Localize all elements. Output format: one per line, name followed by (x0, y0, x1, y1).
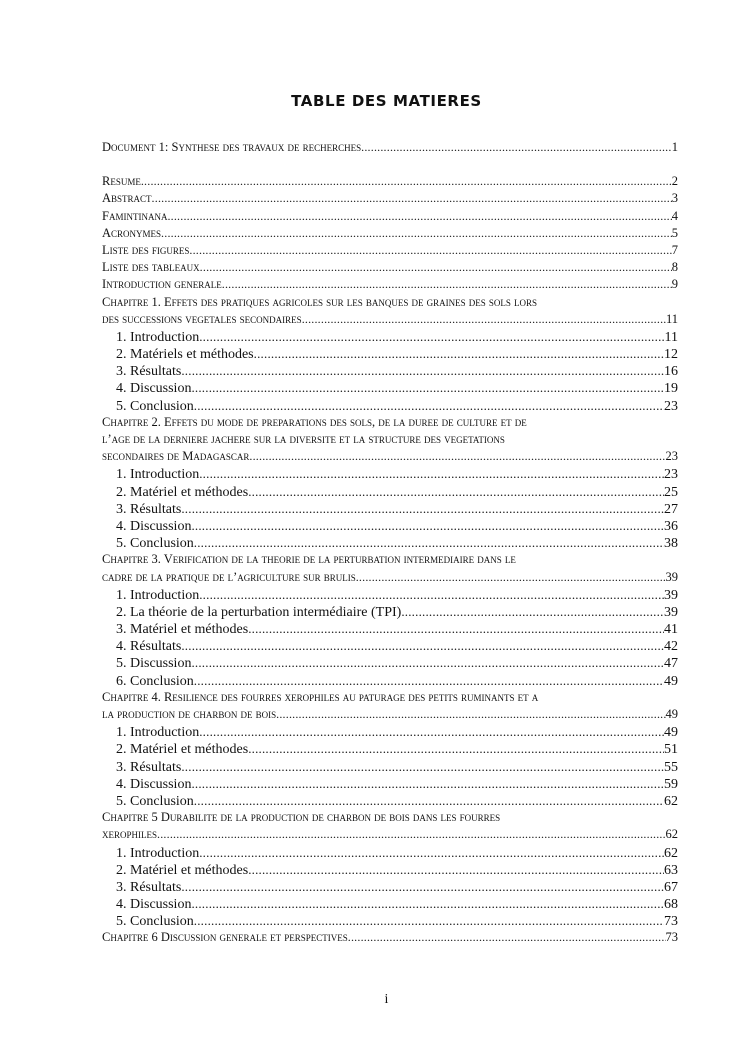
dot-leader (191, 895, 664, 912)
toc-entry-page: 42 (664, 639, 678, 655)
dot-leader (189, 242, 671, 259)
toc-entry-front-matter[interactable] (102, 242, 678, 259)
dot-leader (200, 259, 672, 276)
toc-section-entry[interactable] (102, 483, 678, 500)
dot-leader (248, 620, 664, 637)
dot-leader (157, 826, 665, 843)
dot-leader (348, 929, 666, 946)
dot-leader (191, 517, 664, 534)
chapter-5-entry[interactable] (102, 826, 678, 843)
toc-entry-label: 2. La théorie de la perturbation intermédiaire (TPI) (116, 604, 402, 620)
dot-leader (356, 569, 666, 586)
toc-entry-label: 4. Discussion (116, 897, 192, 913)
dot-leader (276, 706, 665, 723)
table-of-contents (102, 139, 678, 947)
toc-entry-label: 4. Discussion (116, 518, 192, 534)
toc-section-entry[interactable] (102, 740, 678, 757)
toc-entry-label: 2. Matériel et méthodes (116, 862, 249, 878)
dot-leader (199, 328, 664, 345)
toc-entry-page: 59 (664, 776, 678, 792)
toc-entry-label: 5. Discussion (116, 656, 192, 672)
dot-leader (191, 775, 664, 792)
toc-entry-page: 49 (664, 725, 678, 741)
toc-entry-label: 1. Introduction (116, 587, 200, 603)
toc-entry-page: 39 (664, 604, 678, 620)
toc-entry-label: 5. Conclusion (116, 398, 194, 414)
toc-entry-page: 73 (664, 914, 678, 930)
toc-section-entry[interactable] (102, 654, 678, 671)
dot-leader (199, 723, 664, 740)
toc-section-entry[interactable] (102, 500, 678, 517)
chapter-6-title: Chapitre 6 Discussion generale et perspectives (102, 930, 348, 945)
toc-section-entry[interactable] (102, 620, 678, 637)
chapter-2-title-line-2[interactable]: l’age de la derniere jachere sur la diversite et la structure des vegetations (102, 432, 505, 446)
toc-entry-label: 1. Introduction (116, 329, 200, 345)
dot-leader (248, 740, 664, 757)
toc-entry-label: 4. Discussion (116, 381, 192, 397)
dot-leader (194, 534, 664, 551)
toc-entry-page: 27 (664, 501, 678, 517)
dot-leader (361, 139, 672, 156)
dot-leader (181, 362, 664, 379)
chapter-2-entry[interactable] (102, 448, 678, 465)
toc-entry-front-matter[interactable] (102, 259, 678, 276)
toc-section-entry[interactable] (102, 861, 678, 878)
dot-leader (222, 276, 672, 293)
toc-entry-page: 36 (664, 518, 678, 534)
toc-entry-label: 3. Résultats (116, 879, 182, 895)
chapter-1-entry[interactable] (102, 311, 678, 328)
toc-entry-page: 41 (664, 622, 678, 638)
toc-entry-label: 5. Conclusion (116, 793, 194, 809)
toc-entry-label: 2. Matériel et méthodes (116, 742, 249, 758)
chapter-1-title-line[interactable]: Chapitre 1. Effets des pratiques agricoles sur les banques de graines des sols lors (102, 294, 538, 309)
chapter-4-title-end: la production de charbon de bois (102, 707, 277, 721)
toc-entry-label: 6. Conclusion (116, 673, 194, 689)
dot-leader (181, 878, 664, 895)
toc-section-entry[interactable] (102, 465, 678, 482)
toc-entry-page: 16 (664, 364, 678, 380)
toc-section-entry[interactable] (102, 379, 678, 396)
toc-entry-label: Liste des tableaux (102, 260, 200, 275)
toc-section-entry[interactable] (102, 345, 678, 362)
chapter-3-title-end: cadre de la pratique de l’agriculture sur brulis (102, 569, 356, 584)
dot-leader (249, 448, 665, 465)
dot-leader (194, 792, 664, 809)
chapter-4-entry[interactable] (102, 706, 678, 723)
chapter-5-title-end: xerophiles (102, 827, 158, 842)
toc-entry-label: 3. Résultats (116, 501, 182, 517)
toc-entry-page: 47 (664, 656, 678, 672)
dot-leader (167, 208, 671, 225)
toc-entry-label: 1. Introduction (116, 845, 200, 861)
toc-entry-page: 39 (664, 587, 678, 603)
toc-entry-front-matter[interactable] (102, 190, 678, 207)
toc-entry-page: 23 (664, 398, 678, 414)
toc-section-entry[interactable] (102, 534, 678, 551)
toc-section-entry[interactable] (102, 792, 678, 809)
toc-entry-label: 3. Matériel et méthodes (116, 622, 249, 638)
page-number: i (384, 992, 389, 1007)
toc-entry-page: 23 (665, 449, 678, 464)
dot-leader (401, 603, 664, 620)
toc-entry-page: 5 (671, 225, 678, 240)
dot-leader (181, 637, 664, 654)
toc-entry-page: 67 (664, 879, 678, 895)
toc-entry-page: 11 (665, 311, 678, 326)
dot-leader (152, 190, 672, 207)
chapter-5-title-line[interactable]: Chapitre 5 Durabilite de la production de charbon de bois dans les fourres (102, 810, 501, 825)
toc-entry-page: 2 (671, 174, 678, 189)
toc-entry-front-matter[interactable] (102, 208, 678, 225)
dot-leader (141, 173, 672, 190)
toc-entry-page: 68 (664, 897, 678, 913)
dot-leader (199, 844, 664, 861)
chapter-6-entry[interactable] (102, 929, 678, 946)
toc-entry-label: Famintinana (102, 208, 168, 223)
toc-entry-page: 25 (664, 484, 678, 500)
chapter-1-sections (102, 328, 678, 414)
chapter-2-title-end: secondaires de Madagascar (102, 449, 250, 464)
spacer (102, 156, 678, 173)
toc-section-entry[interactable] (102, 637, 678, 654)
toc-section-entry[interactable] (102, 895, 678, 912)
toc-entry-page: 55 (664, 759, 678, 775)
dot-leader (191, 379, 664, 396)
dot-leader (248, 483, 664, 500)
dot-leader (302, 311, 666, 328)
toc-section-entry[interactable] (102, 328, 678, 345)
toc-entry-page: 11 (664, 329, 678, 345)
chapter-5-sections (102, 844, 678, 930)
toc-entry-label: 1. Introduction (116, 467, 200, 483)
toc-entry-label: Abstract (102, 191, 152, 206)
toc-entry-front-matter[interactable] (102, 276, 678, 293)
toc-entry-page: 62 (664, 845, 678, 861)
dot-leader (199, 465, 664, 482)
toc-entry-page: 39 (665, 569, 678, 584)
dot-leader (254, 345, 664, 362)
toc-entry-label: 2. Matériel et méthodes (116, 484, 249, 500)
toc-entry-page: 63 (664, 862, 678, 878)
toc-entry-page: 1 (671, 140, 678, 154)
dot-leader (194, 912, 664, 929)
toc-entry-label: 3. Résultats (116, 364, 182, 380)
toc-entry-label: 4. Résultats (116, 639, 182, 655)
chapter-4-sections (102, 723, 678, 809)
toc-section-entry[interactable] (102, 775, 678, 792)
toc-section-entry[interactable] (102, 723, 678, 740)
toc-entry-page: 12 (664, 347, 678, 363)
toc-entry-page: 3 (671, 191, 678, 206)
toc-entry-page: 49 (665, 707, 678, 721)
toc-entry-label: Introduction generale (102, 277, 222, 292)
toc-entry-page: 4 (671, 208, 678, 223)
chapter-3-entry[interactable] (102, 569, 678, 586)
toc-section-entry[interactable] (102, 844, 678, 861)
toc-entry-label: Resume (102, 174, 141, 189)
dot-leader (181, 758, 664, 775)
toc-entry-label: 2. Matériels et méthodes (116, 347, 254, 363)
toc-section-entry[interactable] (102, 912, 678, 929)
toc-section-entry[interactable] (102, 758, 678, 775)
dot-leader (161, 225, 672, 242)
toc-entry-label: Acronymes (102, 225, 162, 240)
toc-entry-page: 73 (665, 930, 678, 945)
dot-leader (194, 672, 664, 689)
toc-section-entry[interactable] (102, 397, 678, 414)
toc-entry-label: 1. Introduction (116, 725, 200, 741)
toc-entry-label: 4. Discussion (116, 776, 192, 792)
dot-leader (194, 397, 664, 414)
toc-entry-page: 9 (671, 277, 678, 292)
chapter-2-sections (102, 465, 678, 551)
toc-entry-label: 5. Conclusion (116, 536, 194, 552)
toc-entry-page: 38 (664, 536, 678, 552)
toc-entry-front-matter[interactable] (102, 173, 678, 190)
toc-entry-page: 8 (671, 260, 678, 275)
chapter-2-title-line-1[interactable]: Chapitre 2. Effets du mode de preparations des sols, de la duree de culture et de (102, 414, 527, 429)
toc-section-entry[interactable] (102, 672, 678, 689)
toc-entry-page: 7 (671, 242, 678, 257)
chapter-3-sections (102, 586, 678, 689)
toc-entry-page: 51 (664, 742, 678, 758)
toc-entry-document-1[interactable] (102, 139, 678, 156)
toc-entry-page: 19 (664, 381, 678, 397)
dot-leader (248, 861, 664, 878)
chapter-1-title-end: des successions vegetales secondaires (102, 311, 302, 326)
toc-entry-page: 23 (664, 467, 678, 483)
dot-leader (191, 654, 664, 671)
toc-section-entry[interactable] (102, 362, 678, 379)
toc-section-entry[interactable] (102, 517, 678, 534)
toc-section-entry[interactable] (102, 603, 678, 620)
chapter-3-title-line[interactable]: Chapitre 3. Verification de la theorie de la perturbation intermediaire dans le (102, 552, 516, 567)
toc-entry-label: 5. Conclusion (116, 914, 194, 930)
dot-leader (181, 500, 664, 517)
toc-entry-page: 62 (665, 827, 678, 842)
toc-entry-page: 49 (664, 673, 678, 689)
toc-entry-page: 62 (664, 793, 678, 809)
toc-entry-label: Liste des figures (102, 242, 190, 257)
toc-entry-front-matter[interactable] (102, 225, 678, 242)
chapter-4-title-line[interactable]: Chapitre 4. Resilience des fourres xerophiles au paturage des petits ruminants et a (102, 689, 539, 704)
toc-entry-label: Document 1: Synthese des travaux de recherches (102, 140, 362, 154)
front-matter-list (102, 173, 678, 293)
page-title: TABLE DES MATIERES (291, 92, 482, 110)
dot-leader (199, 586, 664, 603)
toc-section-entry[interactable] (102, 586, 678, 603)
toc-section-entry[interactable] (102, 878, 678, 895)
toc-entry-label: 3. Résultats (116, 759, 182, 775)
